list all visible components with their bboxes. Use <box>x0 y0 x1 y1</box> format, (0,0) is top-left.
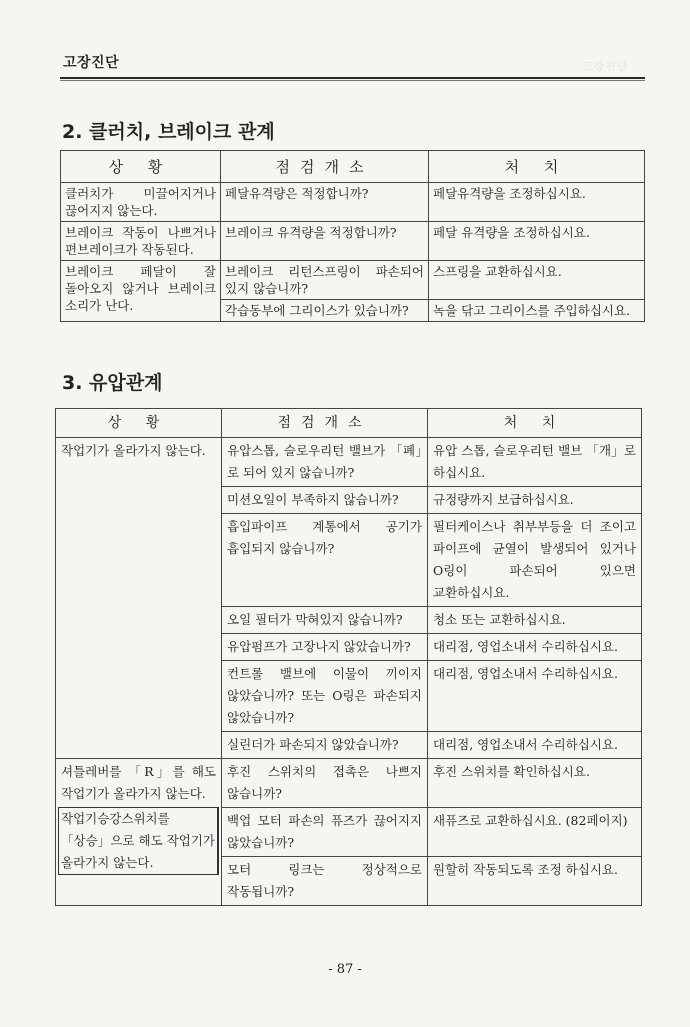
col-situation-header: 상 황 <box>56 409 222 438</box>
action-cell: 대리점, 영업소내서 수리하십시요. <box>428 661 642 732</box>
check-cell: 미션오일이 부족하지 않습니까? <box>222 487 428 514</box>
check-cell: 각습동부에 그리이스가 있습니까? <box>221 300 429 322</box>
table-header-row <box>61 151 645 183</box>
situation-subbox: 작업기승강스위치를 「상승」으로 해도 작업기가 올라가지 않는다. <box>58 807 219 875</box>
hydraulic-table <box>55 408 642 906</box>
table-row <box>61 261 645 300</box>
clutch-brake-table <box>60 150 645 322</box>
check-cell: 브레이크 유격량을 적정합니까? <box>221 222 429 261</box>
situation-cell <box>56 759 222 906</box>
header-tag: 고장진단 <box>582 60 629 73</box>
check-cell: 페달유격량은 적정합니까? <box>221 183 429 222</box>
situation-cell: 클러치가 미끌어지거나 끊어지지 않는다. <box>61 183 221 222</box>
col-action-header: 처 치 <box>429 151 645 183</box>
check-cell: 흡입파이프 계통에서 공기가 흡입되지 않습니까? <box>222 514 428 607</box>
col-action-header: 처 치 <box>428 409 642 438</box>
check-cell: 컨트롤 밸브에 이물이 끼이지 않았습니까? 또는 O링은 파손되지 않았습니까? <box>222 661 428 732</box>
situation-cell: 브레이크 페달이 잘 돌아오지 않거나 브레이크 소리가 난다. <box>61 261 221 322</box>
col-check-header: 점검개소 <box>221 151 429 183</box>
table-row <box>56 438 642 487</box>
situation-text: 셔틀레버를 「R」를 해도 작업기가 올라가지 않는다. <box>61 764 216 801</box>
situation-cell: 작업기가 올라가지 않는다. <box>56 438 222 759</box>
action-cell: 원할히 작동되도록 조정 하십시요. <box>428 857 642 906</box>
section2-title: 3. 유압관계 <box>62 372 163 394</box>
check-cell: 후진 스위치의 접촉은 나쁘지 않습니까? <box>222 759 428 808</box>
action-cell: 스프링을 교환하십시요. <box>429 261 645 300</box>
action-cell: 새퓨즈로 교환하십시요. (82페이지) <box>428 808 642 857</box>
table-row <box>61 222 645 261</box>
action-cell: 녹을 닦고 그리이스를 주입하십시요. <box>429 300 645 322</box>
check-cell: 실린더가 파손되지 않았습니까? <box>222 732 428 759</box>
header-rule-thin <box>60 80 645 81</box>
check-cell: 백업 모터 파손의 퓨즈가 끊어지지 않았습니까? <box>222 808 428 857</box>
action-cell: 후진 스위치를 확인하십시요. <box>428 759 642 808</box>
col-check-header: 점검개소 <box>222 409 428 438</box>
check-cell: 브레이크 리턴스프링이 파손되어 있지 않습니까? <box>221 261 429 300</box>
action-cell: 청소 또는 교환하십시요. <box>428 607 642 634</box>
check-cell: 모터 링크는 정상적으로 작동됩니까? <box>222 857 428 906</box>
action-cell: 페달 유격량을 조정하십시요. <box>429 222 645 261</box>
check-cell: 유압펌프가 고장나지 않았습니까? <box>222 634 428 661</box>
header-title: 고장진단 <box>63 55 120 71</box>
action-cell: 유압 스톱, 슬로우리턴 밸브 「개」로 하십시요. <box>428 438 642 487</box>
page-number: - 87 - <box>328 962 362 977</box>
header-rule <box>60 77 645 79</box>
table-header-row <box>56 409 642 438</box>
section1-title: 2. 클러치, 브레이크 관계 <box>62 121 275 143</box>
col-situation-header: 상 황 <box>61 151 221 183</box>
action-cell: 규정량까지 보급하십시요. <box>428 487 642 514</box>
action-cell: 필터케이스나 취부부등을 더 조이고 파이프에 균열이 발생되어 있거나 O링이 파손되어 있으면 교환하십시요. <box>428 514 642 607</box>
check-cell: 유압스톱, 슬로우리턴 밸브가 「폐」로 되어 있지 않습니까? <box>222 438 428 487</box>
action-cell: 페달유격량을 조정하십시요. <box>429 183 645 222</box>
table-row <box>61 183 645 222</box>
action-cell: 대리점, 영업소내서 수리하십시요. <box>428 634 642 661</box>
check-cell: 오일 필터가 막혀있지 않습니까? <box>222 607 428 634</box>
action-cell: 대리점, 영업소내서 수리하십시요. <box>428 732 642 759</box>
table-row <box>56 759 642 808</box>
situation-cell: 브레이크 작동이 나쁘거나 편브레이크가 작동된다. <box>61 222 221 261</box>
